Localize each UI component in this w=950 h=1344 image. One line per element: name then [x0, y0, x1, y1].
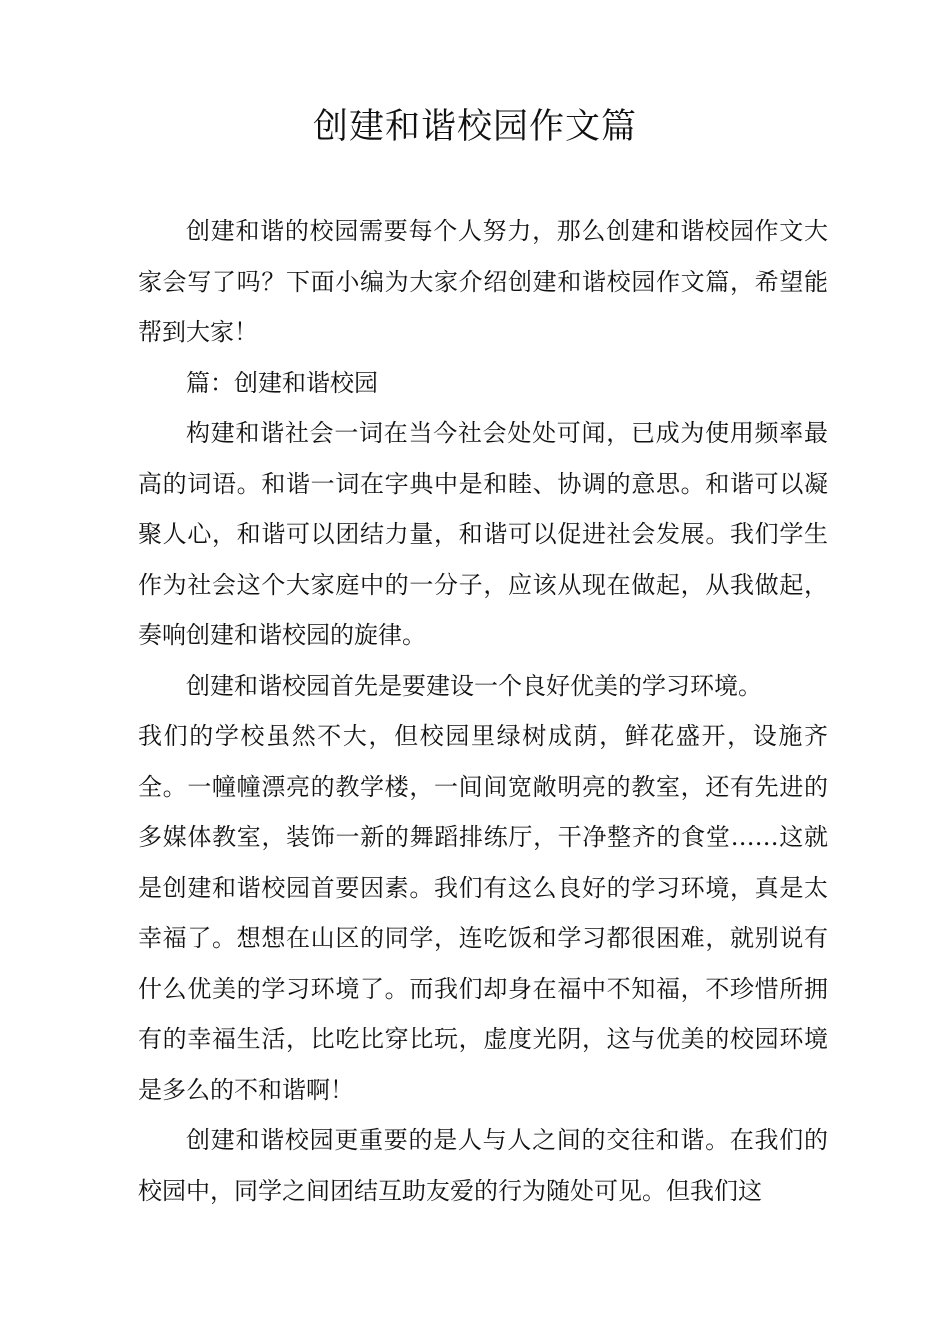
paragraph-environment-lead: 创建和谐校园首先是要建设一个良好优美的学习环境。 [186, 671, 762, 700]
paragraph-section-heading: 篇：创建和谐校园 [186, 368, 378, 397]
paragraph-school-description: 我们的学校虽然不大，但校园里绿树成荫，鲜花盛开，设施齐全。一幢幢漂亮的教学楼，一间间宽敞明亮的教室，还有先进的多媒体教室，装饰一新的舞蹈排练厅，干净整齐的食堂……这就是创建和谐校园首要因素。我们有这么良好的学习环境，真是太幸福了。想想在山区的同学，连吃饭和学习都很困难，就别说有什么优美的学习环境了。而我们却身在福中不知福，不珍惜所拥有的幸福生活，比吃比穿比玩，虚度光阴，这与优美的校园环境是多么的不和谐啊！ [138, 722, 828, 1104]
paragraph-intro: 创建和谐的校园需要每个人努力，那么创建和谐校园作文大家会写了吗？下面小编为大家介绍创建和谐校园作文篇，希望能帮到大家！ [138, 217, 828, 346]
document-title: 创建和谐校园作文篇 [312, 107, 637, 147]
paragraph-relationships: 创建和谐校园更重要的是人与人之间的交往和谐。在我们的校园中，同学之间团结互助友爱的行为随处可见。但我们这 [138, 1126, 828, 1205]
paragraph-harmony-society: 构建和谐社会一词在当今社会处处可闻，已成为使用频率最高的词语。和谐一词在字典中是和睦、协调的意思。和谐可以凝聚人心，和谐可以团结力量，和谐可以促进社会发展。我们学生作为社会这个大家庭中的一分子，应该从现在做起，从我做起，奏响创建和谐校园的旋律。 [138, 419, 828, 649]
document-body [138, 206, 828, 1216]
